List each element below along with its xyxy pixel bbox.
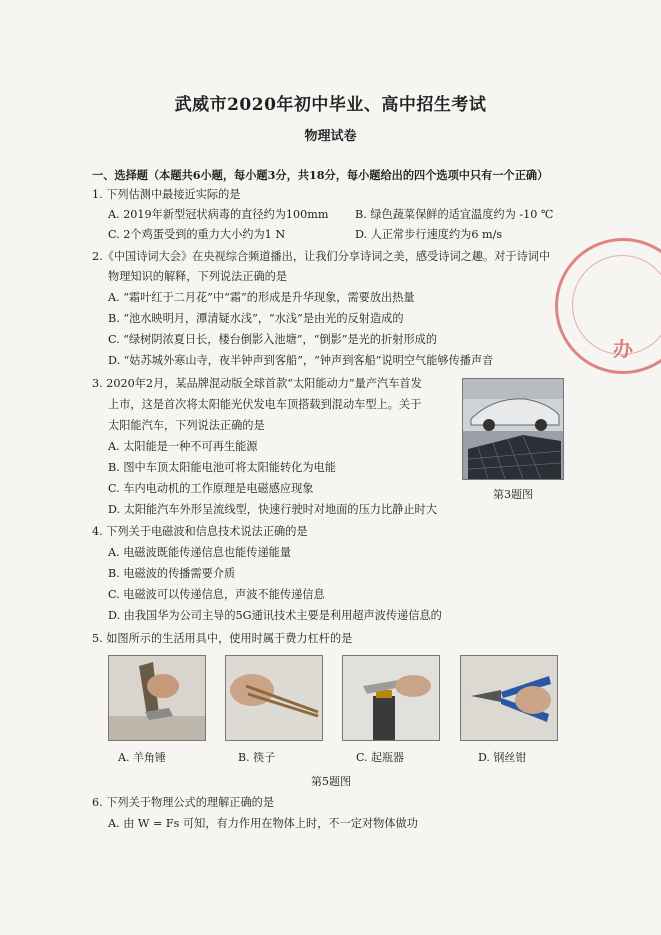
section-heading: 一、选择题（本题共6小题，每小题3分，共18分，每小题给出的四个选项中只有一个正确）: [92, 168, 549, 182]
q3-stem-line2: 上市，这是首次将太阳能光伏发电车顶搭载到混动车型上。关于: [108, 398, 422, 411]
q4-option-b: B. 电磁波的传播需要介质: [108, 567, 236, 580]
q5-option-c: C. 起瓶器: [356, 751, 405, 764]
q6-stem: 6. 下列关于物理公式的理解正确的是: [92, 796, 275, 809]
q3-option-b: B. 图中车顶太阳能电池可将太阳能转化为电能: [108, 461, 336, 474]
q2-option-a: A. “霜叶红于二月花”中“霜”的形成是升华现象，需要放出热量: [108, 291, 415, 304]
q4-option-c: C. 电磁波可以传递信息，声波不能传递信息: [108, 588, 325, 601]
q1-option-b: B. 绿色蔬菜保鲜的适宜温度约为 -10 ℃: [355, 208, 554, 221]
wire-pliers-photo: [460, 655, 558, 741]
q3-stem-line1: 3. 2020年2月，某品牌混动版全球首款“太阳能动力”量产汽车首发: [92, 377, 422, 390]
q2-stem-line2: 物理知识的解释，下列说法正确的是: [108, 270, 288, 283]
page-subtitle: 物理试卷: [304, 129, 357, 144]
bottle-opener-photo: [342, 655, 440, 741]
q2-option-d: D. “姑苏城外寒山寺，夜半钟声到客船”，“钟声到客船”说明空气能够传播声音: [108, 354, 494, 367]
official-seal: [555, 238, 661, 374]
q4-stem: 4. 下列关于电磁波和信息技术说法正确的是: [92, 525, 308, 538]
q1-option-d: D. 人正常步行速度约为6 m/s: [355, 228, 503, 241]
q3-option-d: D. 太阳能汽车外形呈流线型，快速行驶时对地面的压力比静止时大: [108, 503, 437, 516]
page-title: 武威市2020年初中毕业、高中招生考试: [174, 95, 487, 115]
seal-character: 办: [613, 337, 633, 361]
q5-option-b: B. 筷子: [238, 751, 276, 764]
q1-option-c: C. 2个鸡蛋受到的重力大小约为1 N: [108, 228, 286, 241]
solar-car-photo: [462, 378, 564, 480]
q1-stem: 1. 下列估测中最接近实际的是: [92, 188, 241, 201]
q3-stem-line3: 太阳能汽车，下列说法正确的是: [108, 419, 265, 432]
q5-figure-caption: 第5题图: [311, 775, 351, 788]
q5-option-d: D. 钢丝钳: [478, 751, 527, 764]
claw-hammer-photo: [108, 655, 206, 741]
q3-figure-caption: 第3题图: [493, 488, 533, 501]
q3-option-c: C. 车内电动机的工作原理是电磁感应现象: [108, 482, 314, 495]
q2-stem-line1: 2.《中国诗词大会》在央视综合频道播出，让我们分享诗词之美，感受诗词之趣。对于诗词中: [92, 250, 551, 263]
q2-option-b: B. “池水映明月，潭清疑水浅”，“水浅”是由光的反射造成的: [108, 312, 404, 325]
q1-option-a: A. 2019年新型冠状病毒的直径约为100mm: [108, 208, 329, 221]
q3-option-a: A. 太阳能是一种不可再生能源: [108, 440, 258, 453]
q6-option-a: A. 由 W = Fs 可知，有力作用在物体上时，不一定对物体做功: [108, 817, 418, 830]
q2-option-c: C. “绿树阴浓夏日长，楼台倒影入池塘”，“倒影”是光的折射形成的: [108, 333, 438, 346]
chopsticks-photo: [225, 655, 323, 741]
q5-option-a: A. 羊角锤: [118, 751, 166, 764]
q4-option-d: D. 由我国华为公司主导的5G通讯技术主要是利用超声波传递信息的: [108, 609, 442, 622]
q4-option-a: A. 电磁波既能传递信息也能传递能量: [108, 546, 292, 559]
q5-stem: 5. 如图所示的生活用具中，使用时属于费力杠杆的是: [92, 632, 353, 645]
